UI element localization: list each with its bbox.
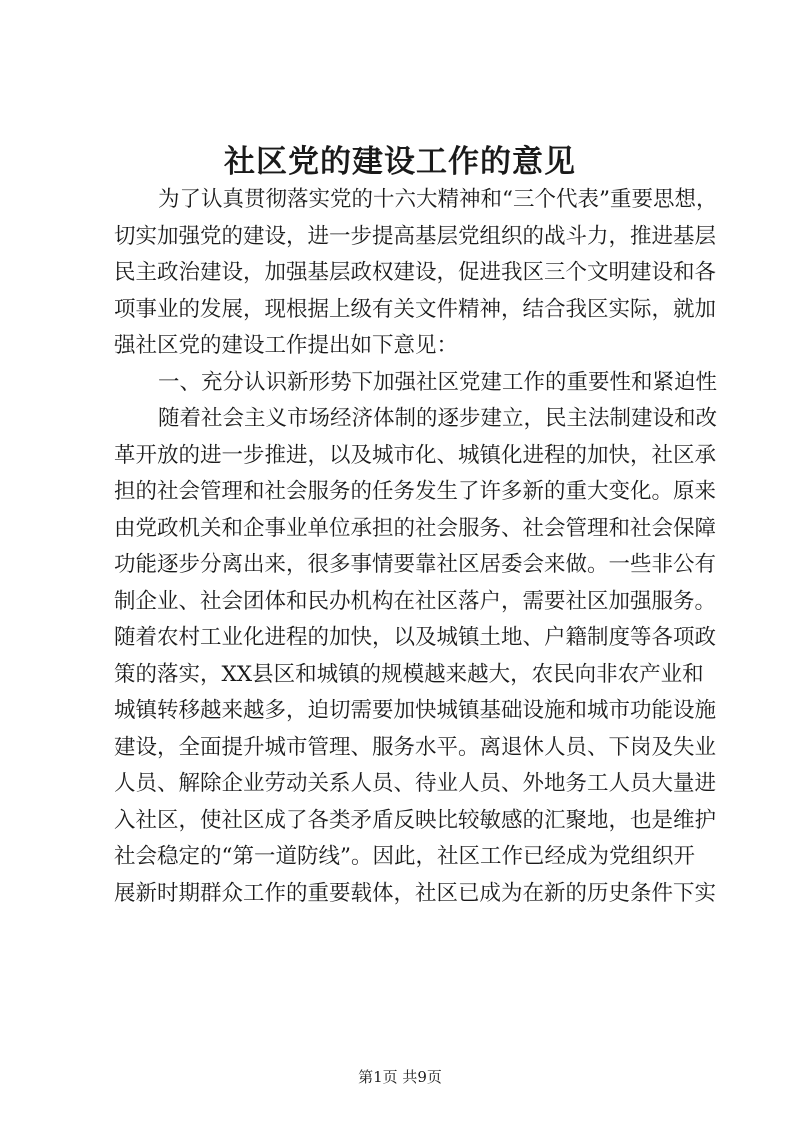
paragraph-line: 随着社会主义市场经济体制的逐步建立，民主法制建设和改: [158, 406, 718, 431]
paragraph-line: 社会稳定的“第一道防线”。因此，社区工作已经成为党组织开: [114, 844, 695, 869]
paragraph-line: 项事业的发展，现根据上级有关文件精神，结合我区实际，就加: [114, 296, 717, 322]
paragraph-line: 由党政机关和企事业单位承担的社会服务、社会管理和社会保障: [114, 515, 717, 541]
paragraph-line: 展新时期群众工作的重要载体，社区已成为在新的历史条件下实: [114, 880, 717, 906]
paragraph-line: 策的落实，XX县区和城镇的规模越来越大，农民向非农产业和: [114, 661, 704, 687]
paragraph-line: 建设，全面提升城市管理、服务水平。离退休人员、下岗及失业: [114, 734, 717, 760]
paragraph-line: 革开放的进一步推进，以及城市化、城镇化进程的加快，社区承: [114, 442, 717, 468]
paragraph-line: 切实加强党的建设，进一步提高基层党组织的战斗力，推进基层: [114, 223, 717, 249]
paragraph-line: 民主政治建设，加强基层政权建设，促进我区三个文明建设和各: [114, 260, 717, 285]
section-heading: 一、充分认识新形势下加强社区党建工作的重要性和紧迫性: [158, 369, 718, 395]
paragraph-line: 城镇转移越来越多，迫切需要加快城镇基础设施和城市功能设施: [114, 698, 717, 723]
paragraph-line: 入社区，使社区成了各类矛盾反映比较敏感的汇聚地，也是维护: [114, 807, 717, 833]
paragraph-line: 随着农村工业化进程的加快，以及城镇土地、户籍制度等各项政: [114, 625, 717, 650]
document-title: 社区党的建设工作的意见: [224, 144, 576, 180]
paragraph-line: 制企业、社会团体和民办机构在社区落户，需要社区加强服务。: [114, 588, 717, 614]
paragraph-line: 担的社会管理和社会服务的任务发生了许多新的重大变化。原来: [114, 479, 717, 504]
paragraph-line: 为了认真贯彻落实党的十六大精神和“三个代表”重要思想，: [158, 187, 718, 212]
paragraph-line: 强社区党的建设工作提出如下意见：: [114, 333, 459, 358]
document-body: [114, 182, 718, 912]
page-number: 第1页 共9页: [358, 1068, 442, 1086]
paragraph-line: 人员、解除企业劳动关系人员、待业人员、外地务工人员大量进: [114, 771, 717, 796]
paragraph-line: 功能逐步分离出来，很多事情要靠社区居委会来做。一些非公有: [114, 552, 717, 577]
